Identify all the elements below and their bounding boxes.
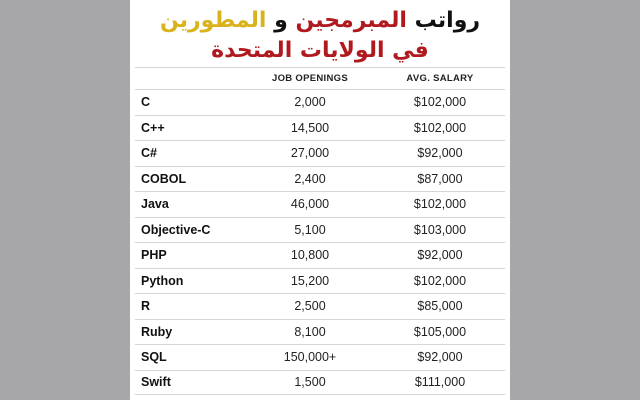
table-row	[135, 166, 505, 192]
cell-language: Java	[141, 197, 169, 212]
table-row	[135, 89, 505, 115]
cell-avg-salary: $111,000	[414, 375, 466, 390]
cell-job-openings: 150,000+	[283, 350, 337, 365]
cell-job-openings: 5,100	[294, 222, 326, 237]
cell-avg-salary: $105,000	[413, 324, 467, 339]
table-row	[135, 191, 505, 217]
cell-avg-salary: $102,000	[413, 95, 467, 110]
cell-job-openings: 15,200	[290, 273, 330, 288]
title-line-2: في الولايات المتحدة	[211, 38, 429, 63]
cell-language: C#	[141, 146, 157, 161]
header-job-openings: JOB OPENINGS	[272, 73, 348, 84]
cell-job-openings: 2,400	[294, 171, 326, 186]
cell-language: COBOL	[141, 171, 187, 186]
cell-language: C	[141, 95, 151, 110]
cell-job-openings: 1,500	[294, 375, 326, 390]
table-row	[135, 140, 505, 166]
cell-avg-salary: $102,000	[413, 197, 467, 212]
cell-language: PHP	[141, 248, 167, 263]
cell-language: SQL	[141, 350, 167, 365]
cell-avg-salary: $102,000	[413, 120, 467, 135]
title-line-1	[130, 6, 510, 36]
title-word-programmers: المبرمجين	[295, 8, 407, 33]
cell-job-openings: 2,000	[294, 95, 326, 110]
header-avg-salary: AVG. SALARY	[406, 73, 474, 84]
cell-language: Swift	[141, 375, 171, 390]
table-row	[135, 242, 505, 268]
cell-language: Ruby	[141, 324, 173, 339]
table-body	[135, 89, 505, 395]
cell-language: Objective-C	[141, 222, 211, 237]
table-row	[135, 293, 505, 319]
cell-language: R	[141, 299, 151, 314]
cell-job-openings: 2,500	[294, 299, 326, 314]
cell-language: C++	[141, 120, 165, 135]
table-header	[135, 67, 505, 89]
cell-avg-salary: $87,000	[417, 171, 463, 186]
title-word-salaries: رواتب	[414, 8, 481, 33]
cell-avg-salary: $85,000	[417, 299, 463, 314]
table-row	[135, 344, 505, 370]
cell-job-openings: 10,800	[290, 248, 330, 263]
cell-job-openings: 46,000	[290, 197, 330, 212]
title-word-and: و	[274, 8, 288, 33]
table-row	[135, 370, 505, 396]
infographic-card	[130, 0, 510, 400]
table-row	[135, 319, 505, 345]
cell-avg-salary: $103,000	[413, 222, 467, 237]
cell-job-openings: 27,000	[290, 146, 330, 161]
cell-avg-salary: $92,000	[417, 248, 463, 263]
cell-avg-salary: $92,000	[417, 350, 463, 365]
table-row	[135, 268, 505, 294]
table-row	[135, 217, 505, 243]
cell-job-openings: 14,500	[290, 120, 330, 135]
table-row	[135, 115, 505, 141]
cell-avg-salary: $102,000	[413, 273, 467, 288]
cell-avg-salary: $92,000	[417, 146, 463, 161]
cell-language: Python	[141, 273, 184, 288]
salary-table	[135, 67, 505, 395]
title-word-developers: المطورين	[159, 8, 267, 33]
cell-job-openings: 8,100	[294, 324, 326, 339]
